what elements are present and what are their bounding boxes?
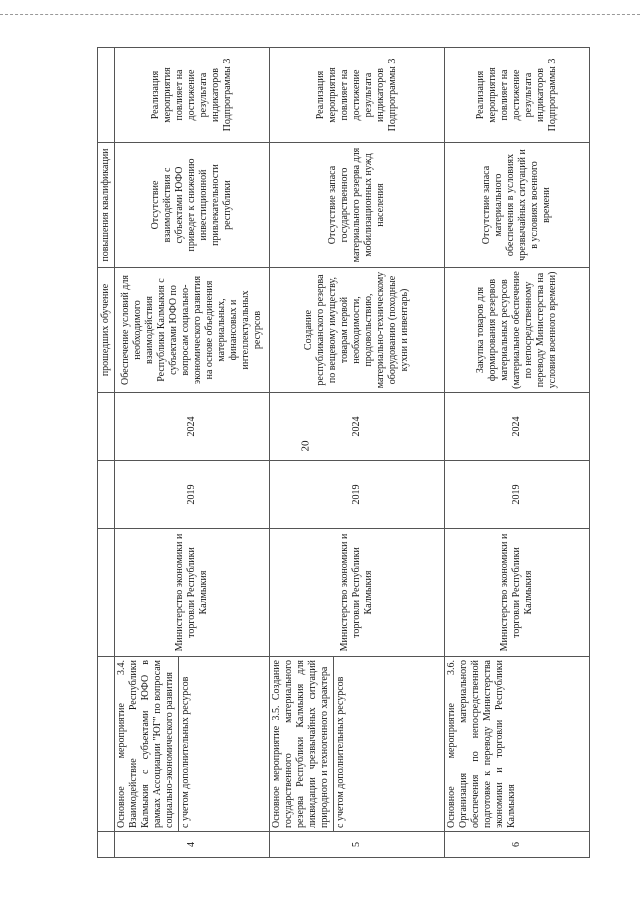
header-cell-start xyxy=(98,461,115,529)
table-row xyxy=(270,48,445,858)
result-cell: Закупка товаров для формирования резервов материальных ресурсов (материальное обеспечение по непосредственному переводу Министерства на условия военного времени) xyxy=(445,268,590,393)
consequence-cell: Отсутствие запаса государственного материального резерва для мобилизационных нужд населения xyxy=(270,143,445,268)
start-year-cell: 2019 xyxy=(445,461,590,529)
row-number: 4 xyxy=(115,832,270,858)
table-row xyxy=(445,48,590,858)
measure-name: Основное мероприятие 3.4. Взаимодействие Республики Калмыкия с субъектами ЮФО в рамках Ассоциации "ЮГ" по вопросам социально-экономического развития xyxy=(116,660,175,828)
end-year-cell: 2024 xyxy=(115,393,270,461)
header-cell-result: прошедших обучение xyxy=(98,268,115,393)
header-cell-num xyxy=(98,832,115,858)
measure-name: Основное мероприятие 3.6. Организация материального обеспечения по непосредственной подготовке к переводу Министерства экономики и торговли Республики Калмыкия xyxy=(446,660,517,828)
consequence-cell: Отсутствие запаса материального обеспечения в условиях чрезвычайных ситуаций и в условиях военного времени xyxy=(445,143,590,268)
consequence-cell: Отсутствие взаимодействия с субъектами ЮФО приведет к снижению инвестиционной привлекательности республики xyxy=(115,143,270,268)
row-number: 6 xyxy=(445,832,590,858)
table-header-row xyxy=(98,48,115,858)
rotated-table-wrapper xyxy=(97,48,587,858)
table-row xyxy=(115,48,270,858)
start-year-cell: 2019 xyxy=(270,461,445,529)
measure-name-cell xyxy=(270,657,445,832)
measures-table xyxy=(97,47,590,858)
start-year-cell: 2019 xyxy=(115,461,270,529)
header-cell-name xyxy=(98,657,115,832)
header-cell-end xyxy=(98,393,115,461)
executor-cell: Министерство экономики и торговли Республики Калмыкия xyxy=(115,529,270,657)
measure-name-cell xyxy=(445,657,590,832)
row-number: 5 xyxy=(270,832,445,858)
end-year-cell: 2024 xyxy=(270,393,445,461)
indicator-link-cell: Реализация мероприятия повлияет на достижение результата индикаторов Подпрограммы 3 xyxy=(115,48,270,143)
executor-cell: Министерство экономики и торговли Республики Калмыкия xyxy=(270,529,445,657)
executor-cell: Министерство экономики и торговли Республики Калмыкия xyxy=(445,529,590,657)
measure-name-cell xyxy=(115,657,270,832)
result-cell: Обеспечение условий для необходимого взаимодействия Республики Калмыкия с субъектами ЮФО по вопросам социально-экономического развития на основе объединения материальных, финансовых и интеллектуальных ресурсов xyxy=(115,268,270,393)
result-cell: Создание республиканского резерва по вещевому имуществу, товарам первой необходимости, продовольствию, материально-техническому оборудованию (походные кухни и инвентарь) xyxy=(270,268,445,393)
top-dashed-rule xyxy=(0,14,640,15)
header-cell-consequence: повышения квалификации xyxy=(98,143,115,268)
indicator-link-cell: Реализация мероприятия повлияет на достижение результата индикаторов Подпрограммы 3 xyxy=(445,48,590,143)
measure-note: с учетом дополнительных ресурсов xyxy=(178,657,192,831)
header-cell-executor xyxy=(98,529,115,657)
measure-name: Основное мероприятие 3.5. Создание государственного материального резерва Республики Калмыкия для ликвидации чрезвычайных ситуаций природного и техногенного характера xyxy=(271,660,330,828)
header-cell-link xyxy=(98,48,115,143)
indicator-link-cell: Реализация мероприятия повлияет на достижение результата индикаторов Подпрограммы 3 xyxy=(270,48,445,143)
end-year-cell: 2024 xyxy=(445,393,590,461)
measure-note: с учетом дополнительных ресурсов xyxy=(333,657,347,831)
page-number: 20 xyxy=(299,440,312,452)
